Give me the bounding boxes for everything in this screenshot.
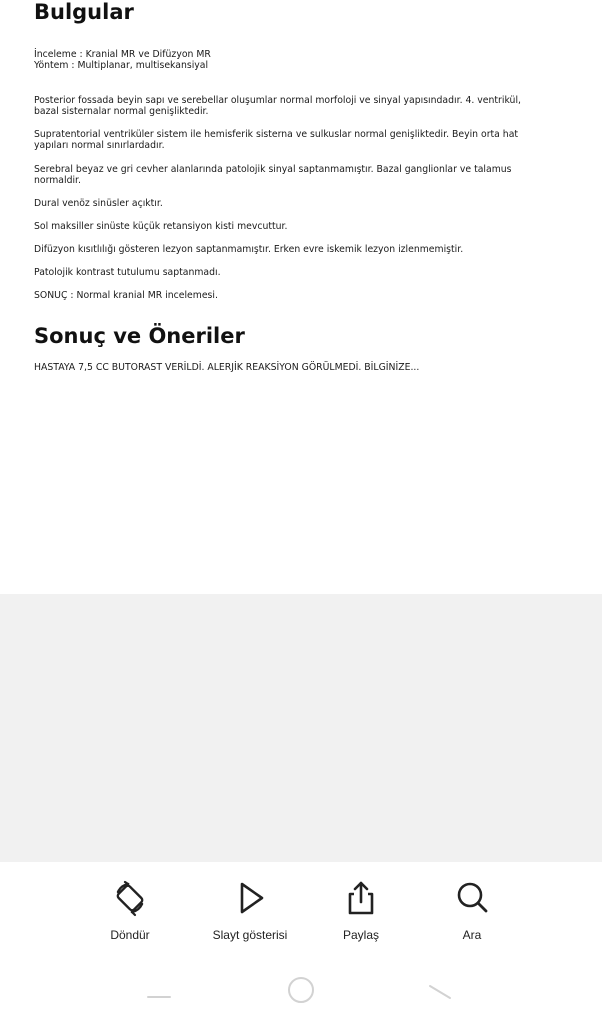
share-button[interactable] — [301, 878, 421, 942]
slideshow-label: Slayt gösterisi — [212, 928, 288, 942]
method-line: Yöntem : Multiplanar, multisekansiyal — [34, 60, 209, 71]
nav-menu-icon[interactable] — [140, 970, 180, 1010]
rotate-button[interactable] — [70, 878, 190, 942]
nav-home-icon[interactable] — [281, 970, 321, 1010]
search-label: Ara — [462, 928, 482, 942]
finding-paragraph-3-line-1: Serebral beyaz ve gri cevher alanlarında patolojik sinyal saptanmamıştır. Bazal ganglionlar ve talamus — [34, 164, 512, 175]
search-button[interactable] — [412, 878, 532, 942]
search-icon — [412, 878, 532, 918]
play-icon — [190, 878, 310, 918]
exam-line: İnceleme : Kranial MR ve Difüzyon MR — [34, 49, 211, 60]
finding-paragraph-7: Patolojik kontrast tutulumu saptanmadı. — [34, 267, 221, 278]
viewer-background — [0, 594, 602, 862]
finding-paragraph-6: Difüzyon kısıtlılığı gösteren lezyon saptanmamıştır. Erken evre iskemik lezyon izlenmemiştir. — [34, 244, 464, 255]
finding-paragraph-4: Dural venöz sinüsler açıktır. — [34, 198, 163, 209]
findings-heading: Bulgular — [34, 0, 134, 24]
finding-paragraph-1-line-1: Posterior fossada beyin sapı ve serebellar oluşumlar normal morfoloji ve sinyal yapısındadır. 4. ventrikül, — [34, 95, 521, 106]
slideshow-button[interactable] — [190, 878, 310, 942]
nav-back-icon[interactable] — [422, 970, 462, 1010]
finding-paragraph-2-line-1: Supratentorial ventriküler sistem ile hemisferik sisterna ve sulkuslar normal genişliktedir. Beyin orta hat — [34, 129, 519, 140]
results-heading: Sonuç ve Öneriler — [34, 324, 245, 348]
rotate-icon — [70, 878, 190, 918]
conclusion-line: SONUÇ : Normal kranial MR incelemesi. — [34, 290, 218, 301]
finding-paragraph-1-line-2: bazal sisternalar normal genişliktedir. — [34, 106, 209, 117]
finding-paragraph-2-line-2: yapıları normal sınırlardadır. — [34, 140, 165, 151]
share-label: Paylaş — [342, 928, 380, 942]
finding-paragraph-5: Sol maksiller sinüste küçük retansiyon kisti mevcuttur. — [34, 221, 288, 232]
finding-paragraph-3-line-2: normaldir. — [34, 175, 81, 186]
results-text: HASTAYA 7,5 CC BUTORAST VERİLDİ. ALERJİK REAKSİYON GÖRÜLMEDİ. BİLGİNİZE... — [34, 362, 420, 373]
rotate-label: Döndür — [110, 928, 150, 942]
share-icon — [301, 878, 421, 918]
